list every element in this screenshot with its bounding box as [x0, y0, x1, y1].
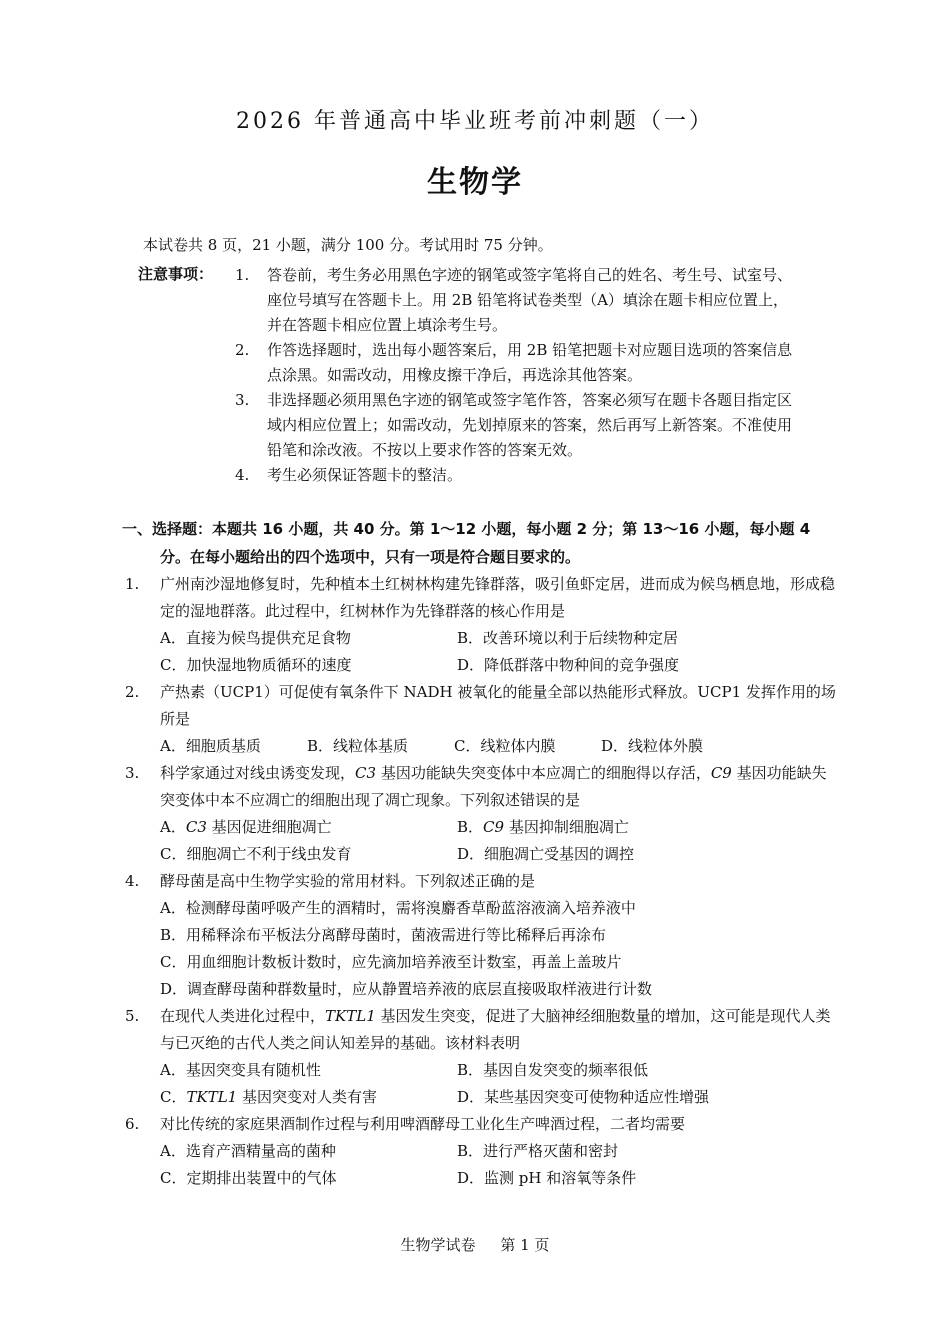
option-c: C．定期排出装置中的气体 — [160, 1169, 337, 1187]
option-b: B．用稀释涂布平板法分离酵母菌时，菌液需进行等比稀释后再涂布 — [160, 926, 607, 944]
question-number: 5. — [125, 1007, 140, 1025]
option-c: C．细胞凋亡不利于线虫发育 — [160, 845, 352, 863]
exam-title: 2026 年普通高中毕业班考前冲刺题（一） — [236, 109, 714, 134]
notice-item-text: 非选择题必须用黑色字迹的钢笔或签字笔作答，答案必须写在题卡各题目指定区域内相应位置上；如需改动，先划掉原来的答案，然后再写上新答案。不准使用铅笔和涂改液。不按以上要求作答的答案无效。 — [267, 391, 793, 459]
option-c — [160, 1084, 457, 1111]
notice-item-number: 4. — [235, 466, 250, 484]
stem-text: 基因功能缺失突变体中本应凋亡的细胞得以存活， — [376, 764, 711, 782]
question — [125, 571, 840, 679]
option-d: D．监测 pH 和溶氧等条件 — [457, 1169, 637, 1187]
option-b — [457, 814, 840, 841]
question — [125, 868, 840, 1003]
section-heading — [122, 515, 842, 571]
question-options — [125, 814, 840, 868]
notice-label: 注意事项： — [138, 265, 214, 283]
section-heading-line1: 一、选择题：本题共 16 小题，共 40 分。第 1～12 小题，每小题 2 分；第 13～16 小题，每小题 4 — [122, 520, 811, 538]
question-stem — [125, 1003, 840, 1057]
option-label: A． — [160, 818, 186, 836]
option-c: C．加快湿地物质循环的速度 — [160, 656, 352, 674]
notice-item-number: 3. — [235, 391, 250, 409]
gene-name: TKTL1 — [325, 1007, 376, 1025]
question-stem: 酵母菌是高中生物学实验的常用材料。下列叙述正确的是 — [160, 872, 536, 890]
footer-subject: 生物学试卷 — [400, 1236, 476, 1254]
option-b: B．改善环境以利于后续物种定居 — [457, 629, 679, 647]
question — [125, 760, 840, 868]
option-d: D．线粒体外膜 — [601, 737, 704, 755]
notice-item-number: 1. — [235, 266, 250, 284]
option-b: B．基因自发突变的频率很低 — [457, 1061, 649, 1079]
option-a: A．直接为候鸟提供充足食物 — [160, 629, 351, 647]
gene-name: TKTL1 — [186, 1088, 238, 1106]
question-options — [125, 733, 840, 760]
option-b: B．线粒体基质 — [307, 737, 409, 755]
question-list — [125, 571, 840, 1192]
gene-name: C9 — [710, 764, 732, 782]
notice-item-text: 考生必须保证答题卡的整洁。 — [267, 466, 463, 484]
stem-text: 基因发生突变，促进了大脑神经细胞数量的增加，这可能是现代人类与已灭绝的古代人类之间认知差异的基础。该材料表明 — [160, 1007, 831, 1052]
question — [125, 679, 840, 760]
option-text: 基因促进细胞凋亡 — [206, 818, 332, 836]
option-c: C．线粒体内膜 — [454, 737, 556, 755]
question-options — [125, 625, 840, 679]
option-label: C． — [160, 1088, 187, 1106]
question-options — [125, 1138, 840, 1192]
page-footer — [0, 1234, 950, 1255]
notice-item — [235, 263, 795, 338]
stem-text: 基因功能缺失突变体中本不应凋亡的细胞出现了凋亡现象。下列叙述错误的是 — [160, 764, 827, 809]
exam-intro: 本试卷共 8 页，21 小题，满分 100 分。考试用时 75 分钟。 — [143, 236, 553, 254]
section-heading-line2: 分。在每小题给出的四个选项中，只有一项是符合题目要求的。 — [160, 548, 581, 566]
question — [125, 1003, 840, 1111]
question-stem — [125, 760, 840, 814]
option-a: A．检测酵母菌呼吸产生的酒精时，需将溴麝香草酚蓝溶液滴入培养液中 — [160, 899, 636, 917]
question-number: 4. — [125, 872, 140, 890]
option-d: D．某些基因突变可使物种适应性增强 — [457, 1088, 710, 1106]
notice-item — [235, 388, 795, 463]
notice-item-number: 2. — [235, 341, 250, 359]
option-a — [160, 814, 457, 841]
question-number: 1. — [125, 575, 140, 593]
question-number: 2. — [125, 683, 140, 701]
gene-name: C3 — [355, 764, 377, 782]
subject-title: 生物学 — [427, 165, 523, 200]
option-label: B． — [457, 818, 484, 836]
notice-item — [235, 338, 795, 388]
stem-text: 科学家通过对线虫诱变发现， — [160, 764, 356, 782]
question-options — [125, 895, 840, 1003]
option-c: C．用血细胞计数板计数时，应先滴加培养液至计数室，再盖上盖玻片 — [160, 953, 622, 971]
question-stem: 对比传统的家庭果酒制作过程与利用啤酒酵母工业化生产啤酒过程，二者均需要 — [160, 1115, 686, 1133]
option-a: A．细胞质基质 — [160, 737, 261, 755]
gene-name: C3 — [185, 818, 207, 836]
notice-list — [235, 263, 795, 488]
option-d: D．降低群落中物种间的竞争强度 — [457, 656, 680, 674]
question-stem: 产热素（UCP1）可促使有氧条件下 NADH 被氧化的能量全部以热能形式释放。UCP1 发挥作用的场所是 — [160, 683, 836, 728]
option-text: 基因抑制细胞凋亡 — [504, 818, 629, 836]
gene-name: C9 — [483, 818, 505, 836]
option-d: D．调查酵母菌种群数量时，应从静置培养液的底层直接吸取样液进行计数 — [160, 980, 653, 998]
question-number: 3. — [125, 764, 140, 782]
footer-page-number: 第 1 页 — [500, 1236, 550, 1254]
option-a: A．选育产酒精量高的菌种 — [160, 1142, 336, 1160]
option-a: A．基因突变具有随机性 — [160, 1061, 321, 1079]
question-options — [125, 1057, 840, 1111]
option-text: 基因突变对人类有害 — [237, 1088, 377, 1106]
question-stem: 广州南沙湿地修复时，先种植本土红树林构建先锋群落，吸引鱼虾定居，进而成为候鸟栖息地，形成稳定的湿地群落。此过程中，红树林作为先锋群落的核心作用是 — [160, 575, 836, 620]
stem-text: 在现代人类进化过程中， — [160, 1007, 326, 1025]
notice-item-text: 作答选择题时，选出每小题答案后，用 2B 铅笔把题卡对应题目选项的答案信息点涂黑。如需改动，用橡皮擦干净后，再选涂其他答案。 — [267, 341, 793, 384]
notice-item-text: 答卷前，考生务必用黑色字迹的钢笔或签字笔将自己的姓名、考生号、试室号、座位号填写在答题卡上。用 2B 铅笔将试卷类型（A）填涂在题卡相应位置上，并在答题卡相应位置上填涂考生号。 — [267, 266, 793, 334]
notice-item — [235, 463, 795, 488]
option-d: D．细胞凋亡受基因的调控 — [457, 845, 635, 863]
question — [125, 1111, 840, 1192]
question-number: 6. — [125, 1115, 140, 1133]
option-b: B．进行严格灭菌和密封 — [457, 1142, 619, 1160]
